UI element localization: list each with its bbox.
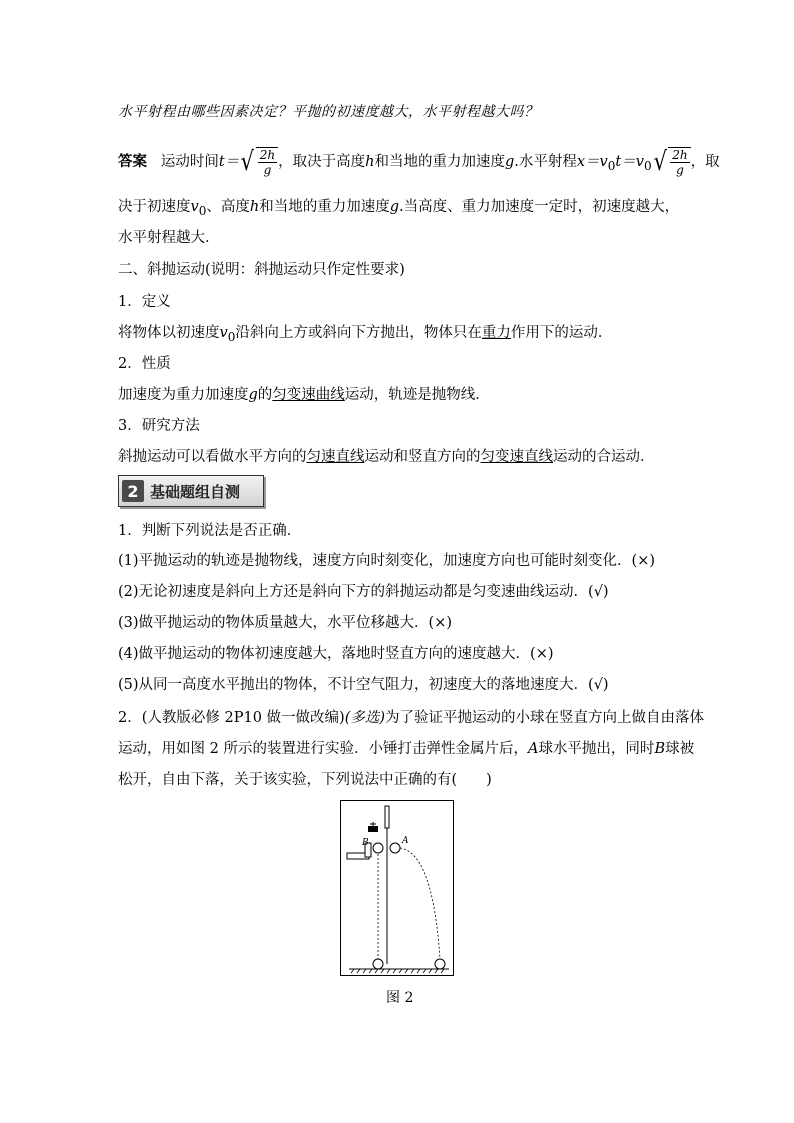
ball-a-start bbox=[390, 843, 400, 853]
judge-item-4: (4)做平抛运动的物体初速度越大，落地时竖直方向的速度越大．(×) bbox=[118, 646, 554, 662]
question-1-title: 1．判断下列说法是否正确． bbox=[118, 523, 302, 539]
ball-b-start bbox=[373, 843, 383, 853]
method-text: 斜抛运动可以看做水平方向的匀速直线运动和竖直方向的匀变速直线运动的合运动． bbox=[118, 449, 655, 465]
sqrt-2h-over-g-2: √ $\frac{2h}{g}$ bbox=[652, 147, 691, 177]
hammer-handle bbox=[385, 806, 389, 828]
answer-line-2: 决于初速度$v_0$、高度h和当地的重力加速度g.当高度、重力加速度一定时，初速度越大， bbox=[118, 199, 680, 218]
apparatus-drawing bbox=[341, 801, 453, 975]
answer-label: 答案 bbox=[118, 153, 147, 170]
judge-item-3: (3)做平抛运动的物体质量越大，水平位移越大．(×) bbox=[118, 615, 453, 631]
answer-line-3: 水平射程越大． bbox=[118, 230, 220, 246]
section-heading: 二、斜抛运动(说明：斜抛运动只作定性要求) bbox=[118, 262, 405, 278]
question-2-line-1: 2．(人教版必修 2P10 做一做改编)(多选)为了验证平抛运动的小球在竖直方向上做自由落体 bbox=[118, 710, 705, 726]
judge-item-5: (5)从同一高度水平抛出的物体，不计空气阻力，初速度大的落地速度大．(√) bbox=[118, 677, 609, 693]
banner-title: 基础题组自测 bbox=[150, 482, 241, 501]
property-text: 加速度为重力加速度g的匀变速曲线运动，轨迹是抛物线． bbox=[118, 387, 490, 403]
experiment-figure bbox=[340, 800, 454, 976]
ball-b-end bbox=[373, 959, 383, 969]
question-text: 水平射程由哪些因素决定？平抛的初速度越大，水平射程越大吗？ bbox=[118, 104, 539, 120]
definition-title: 1．定义 bbox=[118, 294, 171, 310]
hammer-head bbox=[368, 826, 378, 832]
figure-caption: 图 2 bbox=[386, 990, 414, 1006]
ball-a-path bbox=[400, 848, 440, 959]
question-2-line-3: 松开，自由下落，关于该实验，下列说法中正确的有( ) bbox=[118, 772, 492, 788]
ball-a-end bbox=[435, 959, 445, 969]
judge-item-2: (2)无论初速度是斜向上方还是斜向下方的斜抛运动都是匀变速曲线运动．(√) bbox=[118, 584, 609, 600]
sqrt-2h-over-g: √ $\frac{2h}{g}$ bbox=[239, 147, 278, 177]
definition-text: 将物体以初速度$v_0$沿斜向上方或斜向下方抛出，物体只在重力作用下的运动． bbox=[118, 325, 613, 344]
question-2-line-2: 运动，用如图 2 所示的装置进行实验．小锤打击弹性金属片后，A球水平抛出，同时B球被 bbox=[118, 741, 695, 757]
judge-item-1: (1)平抛运动的轨迹是抛物线，速度方向时刻变化，加速度方向也可能时刻变化．(×) bbox=[118, 553, 655, 569]
banner-number: 2 bbox=[122, 480, 144, 502]
section-banner bbox=[118, 475, 264, 507]
label-a: A bbox=[402, 836, 409, 846]
method-title: 3．研究方法 bbox=[118, 418, 200, 434]
answer-line-1: 答案 运动时间t＝ √ $\frac{2h}{g}$ ，取决于高度h和当地的重力加速度g.水平射程$x=v_0t=v_0$ √ $\frac{2h}{g}$ ，取 bbox=[118, 147, 720, 177]
property-title: 2．性质 bbox=[118, 356, 171, 372]
label-b: B bbox=[362, 838, 369, 848]
